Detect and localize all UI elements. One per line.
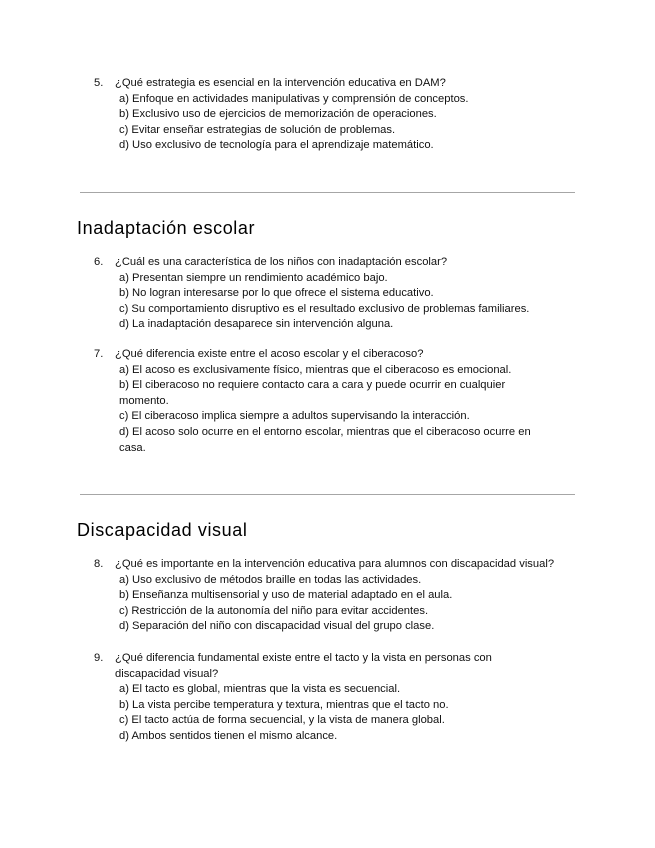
section-divider — [80, 494, 575, 495]
option-c: c) Su comportamiento disruptivo es el resultado exclusivo de problemas familiares. — [119, 302, 530, 315]
question-6 — [94, 255, 594, 333]
question-stem: ¿Qué diferencia fundamental existe entre el tacto y la vista en personas con discapacidad visual? — [115, 652, 492, 680]
question-stem: ¿Qué es importante en la intervención educativa para alumnos con discapacidad visual? — [115, 558, 555, 570]
question-number: 9. — [94, 652, 104, 664]
question-options — [115, 573, 594, 635]
option-d: d) Separación del niño con discapacidad visual del grupo clase. — [119, 620, 435, 633]
question-stem: ¿Qué diferencia existe entre el acoso escolar y el ciberacoso? — [115, 348, 424, 360]
question-options — [115, 92, 594, 154]
question-5 — [94, 76, 594, 154]
question-9 — [94, 651, 594, 745]
option-c: c) Evitar enseñar estrategias de solución de problemas. — [119, 123, 396, 136]
section-heading-discapacidad: Discapacidad visual — [77, 520, 248, 540]
question-options — [115, 682, 594, 744]
option-a: a) Enfoque en actividades manipulativas y comprensión de conceptos. — [119, 92, 469, 105]
option-d: d) Ambos sentidos tienen el mismo alcance. — [119, 729, 338, 742]
option-a: a) Uso exclusivo de métodos braille en todas las actividades. — [119, 573, 422, 586]
question-number: 6. — [94, 256, 104, 268]
option-c: c) El tacto actúa de forma secuencial, y la vista de manera global. — [119, 714, 445, 727]
question-number: 7. — [94, 348, 104, 360]
option-b: b) No logran interesarse por lo que ofrece el sistema educativo. — [119, 287, 434, 300]
question-number: 8. — [94, 558, 104, 570]
question-options — [115, 271, 594, 333]
option-a: a) El tacto es global, mientras que la vista es secuencial. — [119, 683, 401, 696]
option-d: d) Uso exclusivo de tecnología para el aprendizaje matemático. — [119, 139, 434, 152]
section-heading-inadaptacion: Inadaptación escolar — [77, 218, 256, 238]
option-d: d) La inadaptación desaparece sin intervención alguna. — [119, 318, 394, 331]
option-b: b) Exclusivo uso de ejercicios de memorización de operaciones. — [119, 108, 437, 121]
option-a: a) Presentan siempre un rendimiento académico bajo. — [119, 271, 388, 284]
option-c: c) El ciberacoso implica siempre a adultos supervisando la interacción. — [119, 410, 470, 423]
question-number: 5. — [94, 77, 104, 89]
question-8 — [94, 557, 594, 635]
option-c: c) Restricción de la autonomía del niño para evitar accidentes. — [119, 604, 429, 617]
option-b: b) Enseñanza multisensorial y uso de material adaptado en el aula. — [119, 589, 453, 602]
question-7 — [94, 347, 594, 456]
question-stem: ¿Cuál es una característica de los niños con inadaptación escolar? — [115, 256, 448, 268]
option-b: b) El ciberacoso no requiere contacto cara a cara y puede ocurrir en cualquier momento. — [119, 379, 506, 407]
question-options — [115, 363, 539, 457]
option-d: d) El acoso solo ocurre en el entorno escolar, mientras que el ciberacoso ocurre en casa. — [119, 425, 531, 454]
question-stem: ¿Qué estrategia es esencial en la intervención educativa en DAM? — [115, 77, 446, 89]
option-a: a) El acoso es exclusivamente físico, mientras que el ciberacoso es emocional. — [119, 363, 512, 376]
section-divider — [80, 192, 575, 193]
option-b: b) La vista percibe temperatura y textura, mientras que el tacto no. — [119, 698, 449, 711]
